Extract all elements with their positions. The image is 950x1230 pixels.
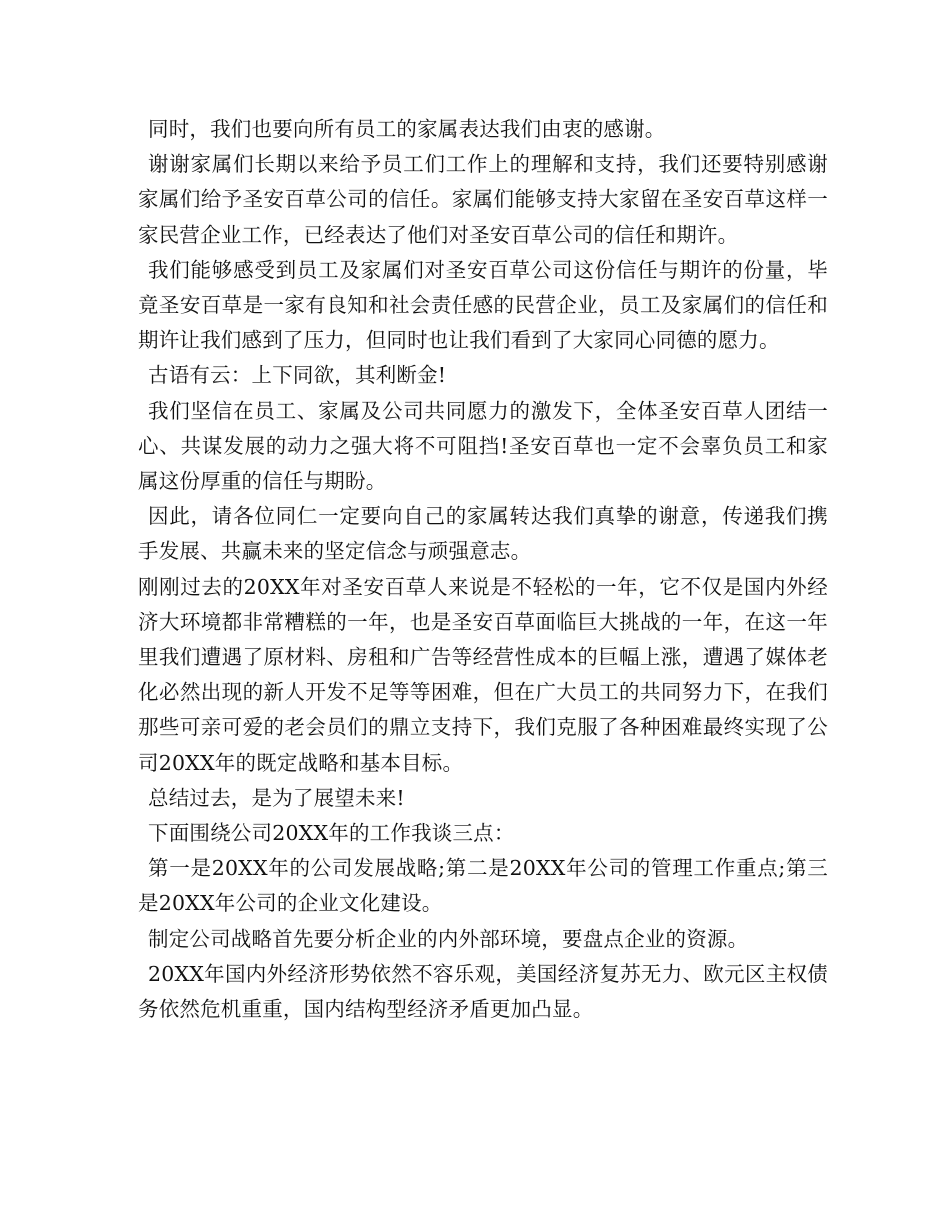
paragraph-economy: 20XX年国内外经济形势依然不容乐观，美国经济复苏无力、欧元区主权债务依然危机重重，国内结构型经济矛盾更加凸显。 bbox=[138, 961, 828, 1022]
paragraph-year-review: 刚刚过去的20XX年对圣安百草人来说是不轻松的一年，它不仅是国内外经济大环境都非常糟糕的一年，也是圣安百草面临巨大挑战的一年，在这一年里我们遭遇了原材料、房租和广告等经营性成本的巨幅上涨，遭遇了媒体老化必然出现的新人开发不足等等困难，但在广大员工的共同努力下，在我们那些可亲可爱的老会员们的鼎立支持下，我们克服了各种困难最终实现了公司20XX年的既定战略和基本目标。 bbox=[138, 574, 828, 775]
paragraph-summary: 总结过去，是为了展望未来! bbox=[148, 785, 405, 810]
paragraph-family-support: 谢谢家属们长期以来给予员工们工作上的理解和支持，我们还要特别感谢家属们给予圣安百草公司的信任。家属们能够支持大家留在圣安百草这样一家民营企业工作，已经表达了他们对圣安百草公司的信任和期许。 bbox=[138, 152, 828, 247]
paragraph-belief: 我们坚信在员工、家属及公司共同愿力的激发下，全体圣安百草人团结一心、共谋发展的动力之强大将不可阻挡!圣安百草也一定不会辜负员工和家属这份厚重的信任与期盼。 bbox=[138, 398, 828, 494]
document-body bbox=[138, 112, 828, 1027]
paragraph-trust-weight: 我们能够感受到员工及家属们对圣安百草公司这份信任与期许的份量，毕竟圣安百草是一家有良知和社会责任感的民营企业，员工及家属们的信任和期许让我们感到了压力，但同时也让我们看到了大家同心同德的愿力。 bbox=[138, 257, 828, 353]
paragraph-thanks-families: 同时，我们也要向所有员工的家属表达我们由衷的感谢。 bbox=[148, 117, 666, 141]
paragraph-convey-thanks: 因此，请各位同仁一定要向自己的家属转达我们真挚的谢意，传递我们携手发展、共赢未来的坚定信念与顽强意志。 bbox=[138, 504, 828, 564]
paragraph-three-points: 第一是20XX年的公司发展战略;第二是20XX年公司的管理工作重点;第三是20XX年公司的企业文化建设。 bbox=[138, 856, 828, 916]
paragraph-strategy: 制定公司战略首先要分析企业的内外部环境，要盘点企业的资源。 bbox=[148, 926, 749, 951]
paragraph-proverb: 古语有云：上下同欲，其利断金! bbox=[148, 363, 447, 388]
paragraph-three-points-intro: 下面围绕公司20XX年的工作我谈三点： bbox=[148, 821, 515, 846]
